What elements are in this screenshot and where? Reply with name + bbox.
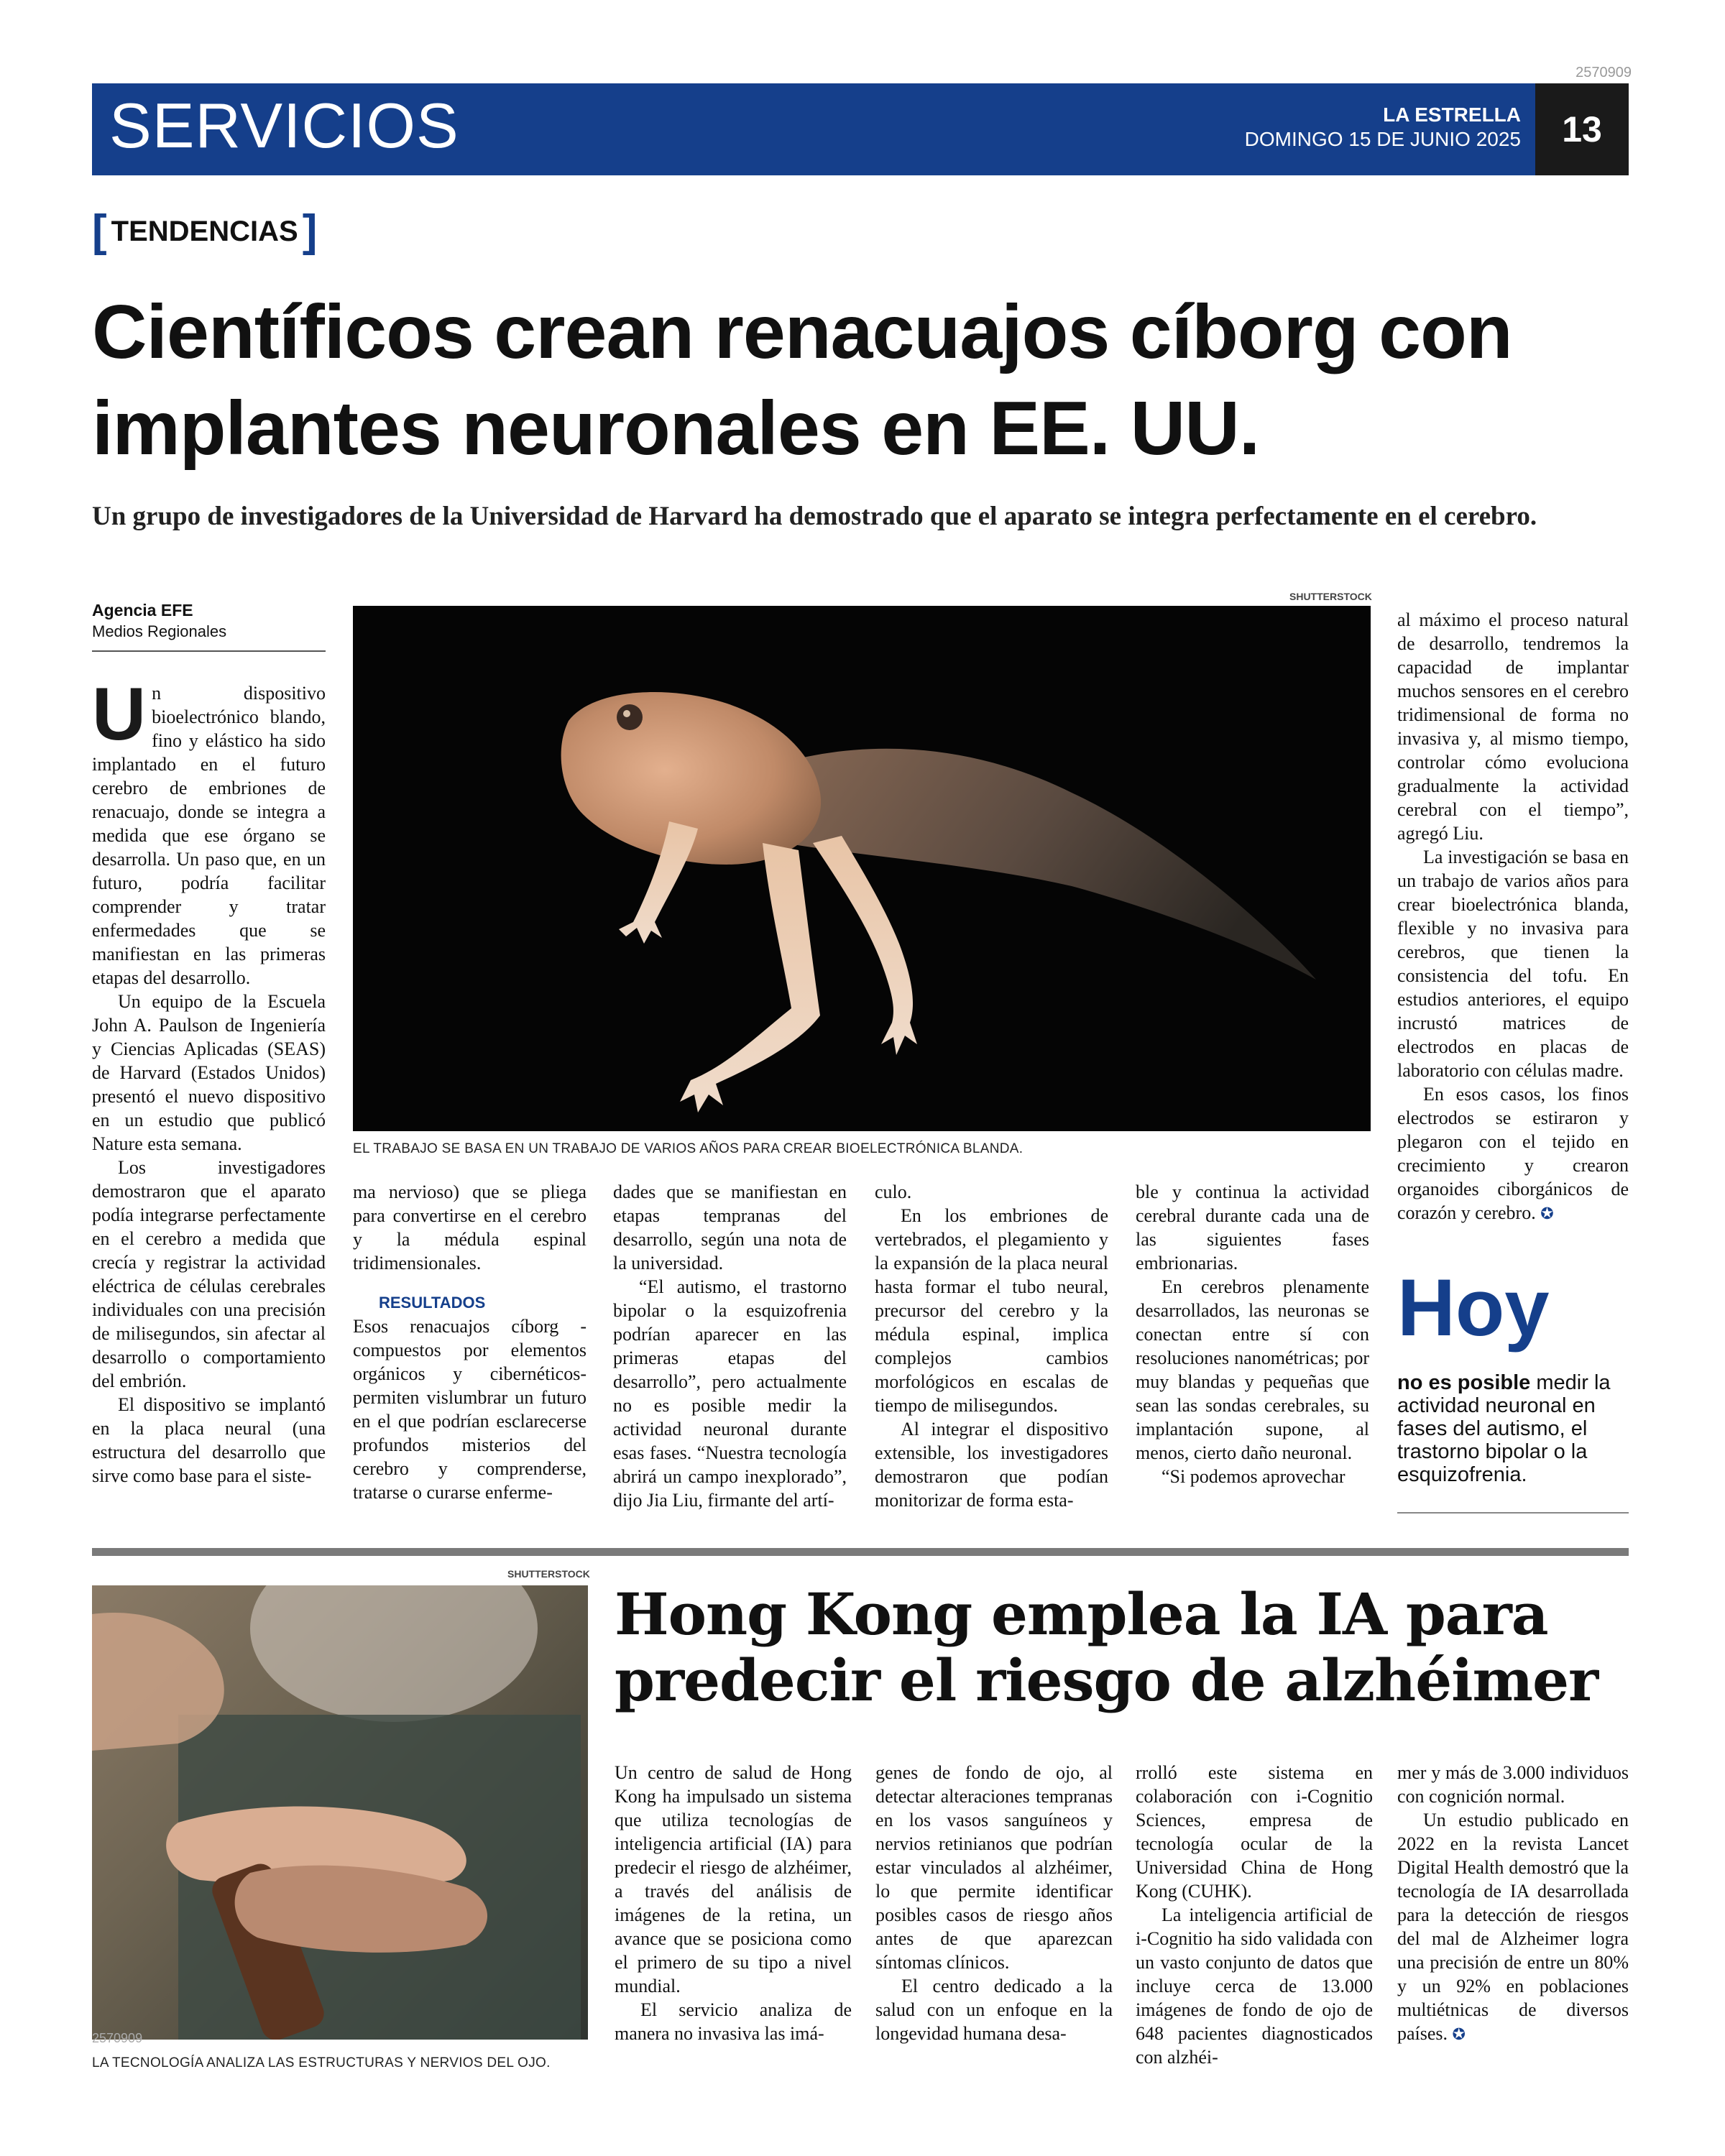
second-column-1	[615, 1761, 852, 2045]
tadpole-right-hind-leg	[813, 836, 917, 1055]
section-divider	[92, 1548, 1629, 1556]
tadpole-eye	[617, 704, 643, 730]
face-blur	[250, 1585, 538, 1722]
tadpole-eye-highlight	[623, 710, 630, 717]
paragraph: Un centro de salud de Hong Kong ha impulsado un sistema que utiliza tecnologías de inteligencia artificial (IA) para predecir el riesgo de alzhéimer, a través del análisis de imágenes de la retina, un avance que se posiciona como el primero de su tipo a nivel mundial.	[615, 1762, 852, 1996]
bracket-right-icon: ]	[302, 206, 318, 256]
end-mark-icon: ✪	[1540, 1205, 1554, 1223]
paragraph: Al integrar el dispositivo extensible, los investigadores demostraron que podían monitorizar de forma esta-	[875, 1419, 1108, 1511]
article-column-4	[875, 1180, 1108, 1512]
paragraph: rrolló este sistema en colaboración con i-Cognitio Sciences, empresa de tecnología ocular de la Universidad China de Hong Kong (CUHK).	[1136, 1762, 1373, 1902]
second-column-2	[875, 1761, 1113, 2045]
article-column-1	[92, 673, 326, 1488]
paragraph: Un equipo de la Escuela John A. Paulson de Ingeniería y Ciencias Aplicadas (SEAS) de Harvard (Estados Unidos) presentó el nuevo dispositivo en un estudio que publicó Nature esta semana.	[92, 991, 326, 1154]
tadpole-left-hind-leg	[680, 843, 820, 1112]
hands-illustration	[92, 1585, 588, 2040]
photo-credit-second: SHUTTERSTOCK	[507, 1568, 590, 1580]
article-column-3	[613, 1180, 847, 1512]
paragraph: Los investigadores demostraron que el aparato podía integrarse perfectamente en el cerebro a medida que crecía y registrar la actividad eléctrica de células cerebrales individuales con una precisión de milisegundos, sin afectar al desarrollo o comportamiento del embrión.	[92, 1157, 326, 1391]
end-mark-icon: ✪	[1452, 2026, 1466, 2044]
paragraph	[1397, 1808, 1629, 2047]
page-number: 13	[1535, 83, 1629, 175]
paragraph-lead	[92, 673, 326, 990]
photo-caption-second: LA TECNOLOGÍA ANALIZA LAS ESTRUCTURAS Y NERVIOS DEL OJO.	[92, 2055, 551, 2070]
pull-quote-rest: medir la actividad neuronal en fases del autismo, el trastorno bipolar o la esquizofrenia.	[1397, 1371, 1611, 1486]
section-title: SERVICIOS	[109, 90, 459, 161]
photo-caption-main: EL TRABAJO SE BASA EN UN TRABAJO DE VARIOS AÑOS PARA CREAR BIOELECTRÓNICA BLANDA.	[353, 1141, 1024, 1156]
paragraph: En cerebros plenamente desarrollados, las neuronas se conectan entre sí con resoluciones nanométricas; por muy blandas y pequeñas que sean las sondas cerebrales, su implantación supone, al menos, cierto daño neuronal.	[1136, 1276, 1369, 1463]
paragraph: La investigación se basa en un trabajo de varios años para crear bioelectrónica blanda, flexible y no invasiva para cerebros, que tienen la consistencia del tofu. En estudios anteriores, el equipo incrustó matrices de electrodos en placas de laboratorio con células madre.	[1397, 847, 1629, 1081]
second-column-4	[1397, 1761, 1629, 2047]
paragraph-text: Un estudio publicado en 2022 en la revista Lancet Digital Health demostró que la tecnología de IA desarrollada para la detección de riesgos del mal de Alzheimer logra una precisión de entre un 80% y un 92% en poblaciones multiétnicas de diversos países.	[1397, 1810, 1629, 2044]
second-column-3	[1136, 1761, 1373, 2069]
paragraph: “El autismo, el trastorno bipolar o la esquizofrenia podrían aparecer en las primeras etapas del desarrollo”, pero actualmente no es posible medir la actividad neuronal durante esas fases. “Nuestra tecnología abrirá un campo inexplorado”, dijo Jia Liu, firmante del artí-	[613, 1276, 847, 1511]
section-header	[92, 83, 1629, 175]
paper-name: LA ESTRELLA	[1383, 103, 1521, 126]
author-divider	[92, 650, 326, 652]
paragraph: La inteligencia artificial de i-Cognitio ha sido validada con un vasto conjunto de datos que incluye cerca de 13.000 imágenes de fondo de ojo de 648 pacientes diagnosticados con alzhéi-	[1136, 1904, 1373, 2068]
paper-date: DOMINGO 15 DE JUNIO 2025	[1244, 128, 1521, 150]
elderly-hands-photo	[92, 1585, 588, 2040]
page-code-bottom: 2570909	[92, 2031, 143, 2045]
paragraph: al máximo el proceso natural de desarrollo, tendremos la capacidad de implantar muchos sensores en el cerebro tridimensional de forma no invasiva y, al mismo tiempo, controlar cómo evoluciona gradualmente la actividad cerebral con el tiempo”, agregó Liu.	[1397, 609, 1629, 844]
bracket-left-icon: [	[92, 206, 107, 256]
kicker-text: TENDENCIAS	[111, 215, 298, 247]
paragraph: “Si podemos aprovechar	[1162, 1466, 1346, 1487]
paragraph: dades que se manifiestan en etapas tempranas del desarrollo, según una nota de la universidad.	[613, 1181, 847, 1273]
pull-quote	[1397, 1371, 1629, 1486]
second-headline: Hong Kong emplea la IA para predecir el riesgo de alzhéimer	[615, 1580, 1598, 1714]
paragraph: El servicio analiza de manera no invasiva las imá-	[615, 1999, 852, 2044]
paragraph: ma nervioso) que se pliega para convertirse en el cerebro y la médula espinal tridimensionales.	[353, 1181, 586, 1273]
main-subhead: Un grupo de investigadores de la Universidad de Harvard ha demostrado que el aparato se integra perfectamente en el cerebro.	[92, 502, 1537, 531]
page-code-top: 2570909	[1576, 65, 1632, 80]
paragraph	[1397, 1082, 1629, 1226]
author: Agencia EFE	[92, 601, 193, 619]
section-subtitle: RESULTADOS	[379, 1294, 486, 1312]
pull-quote-divider	[1397, 1512, 1629, 1514]
kicker	[92, 206, 318, 256]
pull-quote-big: Hoy	[1397, 1263, 1550, 1353]
paragraph: El dispositivo se implantó en la placa neural (una estructura del desarrollo que sirve como base para el siste-	[92, 1394, 326, 1486]
paragraph: En los embriones de vertebrados, el plegamiento y la expansión de la placa neural hasta formar el tubo neural, precursor del cerebro y la médula espinal, implica complejos cambios morfológicos en escalas de tiempo de milisegundos.	[875, 1205, 1108, 1416]
paragraph: El centro dedicado a la salud con un enfoque en la longevidad humana desa-	[875, 1976, 1113, 2044]
pull-quote-bold: no es posible	[1397, 1371, 1531, 1394]
article-column-5	[1136, 1180, 1369, 1488]
article-column-6	[1397, 608, 1629, 1226]
tadpole-illustration	[353, 606, 1371, 1131]
paragraph: ble y continua la actividad cerebral durante cada una de las siguientes fases embrionarias.	[1136, 1181, 1369, 1273]
article-column-2	[353, 1180, 586, 1504]
paragraph-lead-text: n dispositivo bioelectrónico blando, fino y elástico ha sido implantado en el futuro cerebro de embriones de renacuajo, donde se integra a medida que ese órgano se desarrolla. Un paso que, en un futuro, podría facilitar comprender y tratar enfermedades que se manifiestan en las primeras etapas del desarrollo.	[92, 683, 326, 988]
paragraph: Esos renacuajos cíborg -compuestos por elementos orgánicos y cibernéticos- permiten vislumbrar un futuro en el que podrían esclarecerse profundos misterios del cerebro y comprenderse, tratarse o curarse enferme-	[353, 1316, 586, 1503]
tadpole-photo	[353, 606, 1371, 1131]
paragraph: mer y más de 3.000 individuos con cognición normal.	[1397, 1762, 1629, 1807]
paragraph: genes de fondo de ojo, al detectar alteraciones tempranas en los vasos sanguíneos y nervios retinianos que podrían estar vinculados al alzhéimer, lo que permite identificar posibles casos de riesgo años antes de que aparezcan síntomas clínicos.	[875, 1762, 1113, 1973]
paragraph-text: En esos casos, los finos electrodos se estiraron y plegaron con el tejido en crecimiento y crearon organoides ciborgánicos de corazón y cerebro.	[1397, 1084, 1629, 1223]
author-affiliation: Medios Regionales	[92, 622, 227, 640]
dropcap: U	[92, 673, 147, 756]
photo-credit-main: SHUTTERSTOCK	[1289, 591, 1372, 602]
paragraph: culo.	[875, 1181, 912, 1202]
main-headline: Científicos crean renacuajos cíborg con implantes neuronales en EE. UU.	[92, 290, 1512, 471]
